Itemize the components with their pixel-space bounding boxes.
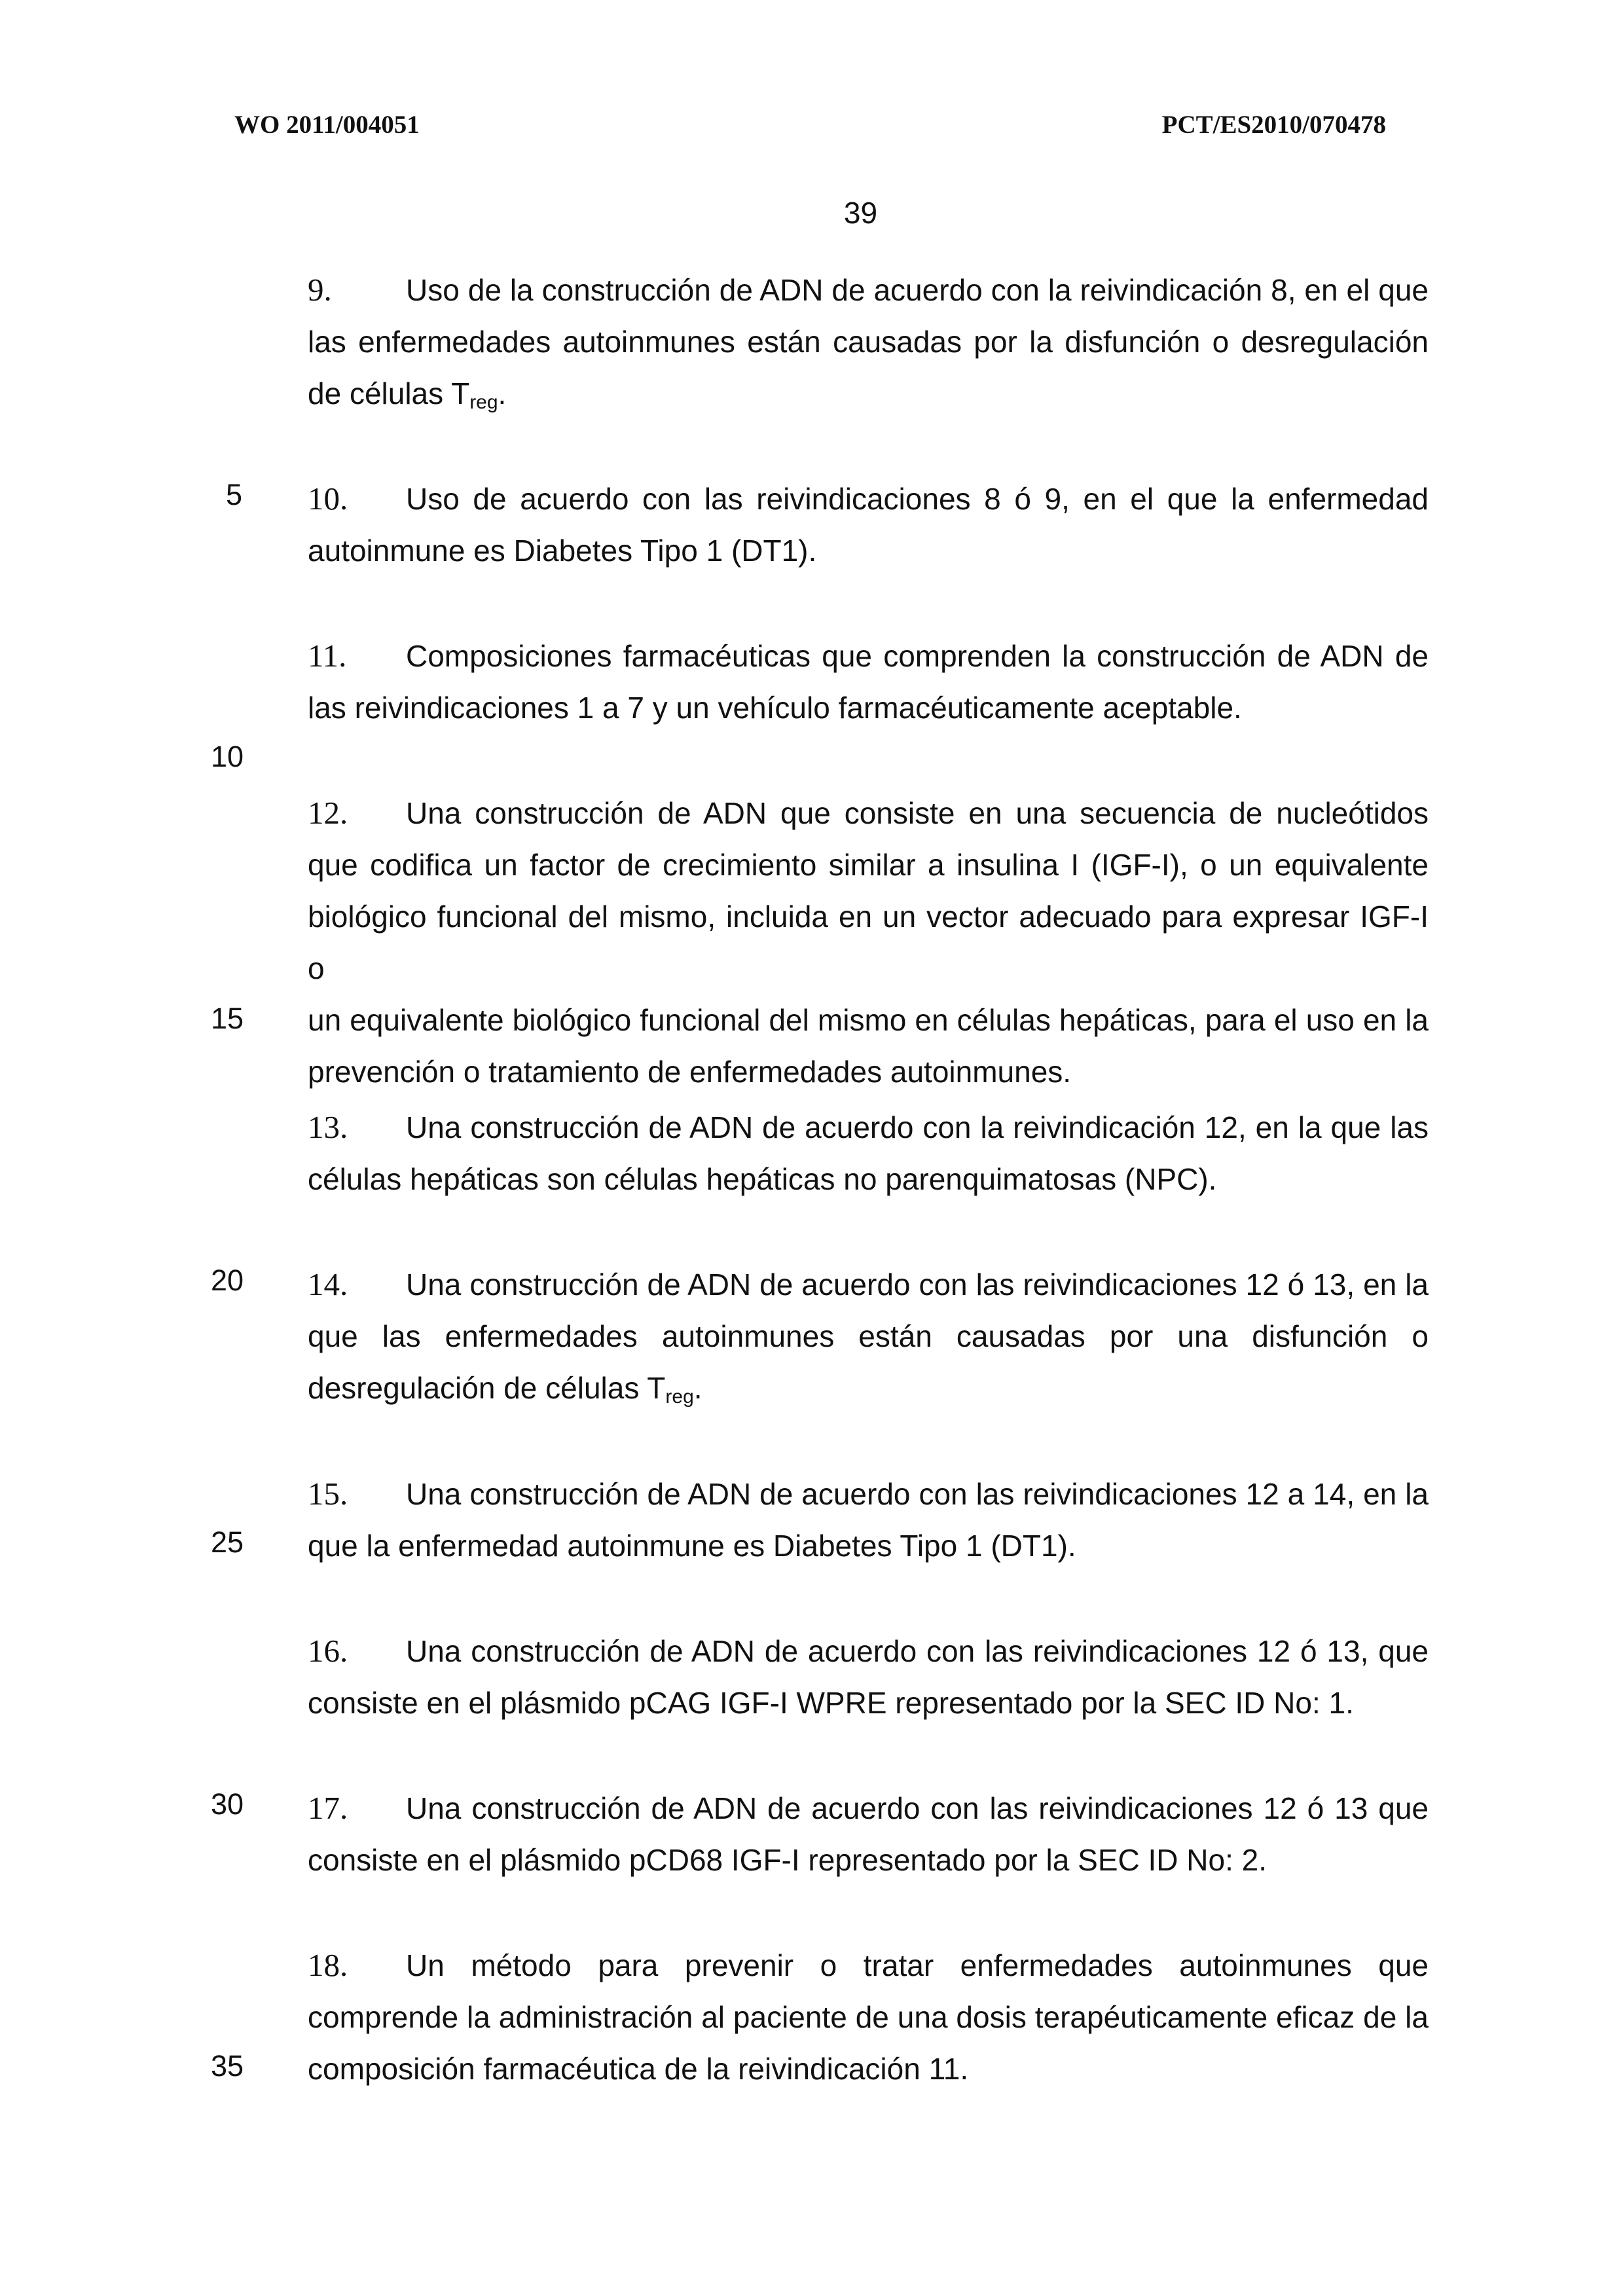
claim-9 <box>308 264 1429 420</box>
claim-number: 10. <box>308 481 348 517</box>
claim-text: . <box>498 376 507 410</box>
line-number-35: 35 <box>211 2049 244 2083</box>
claim-text: prevención o tratamiento de enfermedades autoinmunes. <box>308 1055 1072 1089</box>
claim-text: comprende la administración al paciente de una dosis terapéuticamente eficaz de la <box>308 2000 1429 2034</box>
claim-text: de células T <box>308 376 470 410</box>
claim-14 <box>308 1258 1429 1414</box>
application-number: PCT/ES2010/070478 <box>1161 111 1386 139</box>
page-number: 39 <box>843 196 878 230</box>
claim-16 <box>308 1625 1429 1729</box>
line-number-10: 10 <box>211 740 244 773</box>
subscript: reg <box>665 1386 694 1408</box>
claim-text: Un método para prevenir o tratar enfermedades autoinmunes que <box>406 1948 1429 1982</box>
claim-number: 14. <box>308 1266 348 1302</box>
line-number-5: 5 <box>226 478 243 511</box>
claim-15 <box>308 1468 1429 1572</box>
subscript: reg <box>469 392 498 413</box>
claim-11 <box>308 630 1429 734</box>
line-number-25: 25 <box>211 1525 244 1559</box>
claim-text: Una construcción de ADN que consiste en una secuencia de nucleótidos <box>406 796 1429 830</box>
claim-18 <box>308 1939 1429 2095</box>
claim-text: Una construcción de ADN de acuerdo con las reivindicaciones 12 ó 13, que <box>406 1634 1429 1668</box>
claim-text: Una construcción de ADN de acuerdo con las reivindicaciones 12 a 14, en la <box>406 1477 1429 1511</box>
claim-text: las reivindicaciones 1 a 7 y un vehículo farmacéuticamente aceptable. <box>308 691 1242 725</box>
claim-17 <box>308 1782 1429 1886</box>
claim-number: 9. <box>308 272 332 308</box>
publication-number: WO 2011/004051 <box>234 111 420 139</box>
claim-text: que codifica un factor de crecimiento similar a insulina I (IGF-I), o un equivalente <box>308 848 1429 882</box>
line-number-20: 20 <box>211 1264 244 1297</box>
claim-text: biológico funcional del mismo, incluida en un vector adecuado para expresar IGF-I o <box>308 900 1429 985</box>
claim-text: Uso de la construcción de ADN de acuerdo con la reivindicación 8, en el que <box>406 273 1429 307</box>
claim-text: Composiciones farmacéuticas que comprenden la construcción de ADN de <box>406 639 1429 673</box>
claim-text: autoinmune es Diabetes Tipo 1 (DT1). <box>308 534 817 568</box>
claim-text: consiste en el plásmido pCD68 IGF-I representado por la SEC ID No: 2. <box>308 1843 1267 1877</box>
claim-13 <box>308 1101 1429 1205</box>
claim-text: Una construcción de ADN de acuerdo con la reivindicación 12, en la que las <box>406 1110 1429 1144</box>
claim-text: Uso de acuerdo con las reivindicaciones 8 ó 9, en el que la enfermedad <box>406 482 1429 516</box>
claim-text: consiste en el plásmido pCAG IGF-I WPRE representado por la SEC ID No: 1. <box>308 1686 1354 1720</box>
claim-text: células hepáticas son células hepáticas no parenquimatosas (NPC). <box>308 1162 1217 1196</box>
claim-number: 13. <box>308 1109 348 1145</box>
claim-text: las enfermedades autoinmunes están causadas por la disfunción o desregulación <box>308 325 1429 359</box>
claim-text: Una construcción de ADN de acuerdo con las reivindicaciones 12 ó 13, en la <box>406 1267 1429 1302</box>
claim-text: Una construcción de ADN de acuerdo con las reivindicaciones 12 ó 13 que <box>406 1791 1429 1825</box>
claim-number: 11. <box>308 638 347 674</box>
line-number-15: 15 <box>211 1002 244 1035</box>
claim-text: desregulación de células T <box>308 1371 666 1405</box>
claim-text: que la enfermedad autoinmune es Diabetes Tipo 1 (DT1). <box>308 1529 1076 1563</box>
claim-number: 12. <box>308 795 348 831</box>
claim-number: 17. <box>308 1790 348 1826</box>
claim-12 <box>308 787 1429 1098</box>
claim-10 <box>308 473 1429 577</box>
line-number-30: 30 <box>211 1787 244 1821</box>
claim-text: un equivalente biológico funcional del mismo en células hepáticas, para el uso en la <box>308 1003 1429 1037</box>
claim-text: . <box>693 1371 702 1405</box>
claim-number: 16. <box>308 1633 348 1669</box>
claim-number: 18. <box>308 1947 348 1983</box>
claim-text: composición farmacéutica de la reivindicación 11. <box>308 2052 969 2086</box>
claim-text: que las enfermedades autoinmunes están causadas por una disfunción o <box>308 1319 1429 1353</box>
claim-number: 15. <box>308 1476 348 1512</box>
